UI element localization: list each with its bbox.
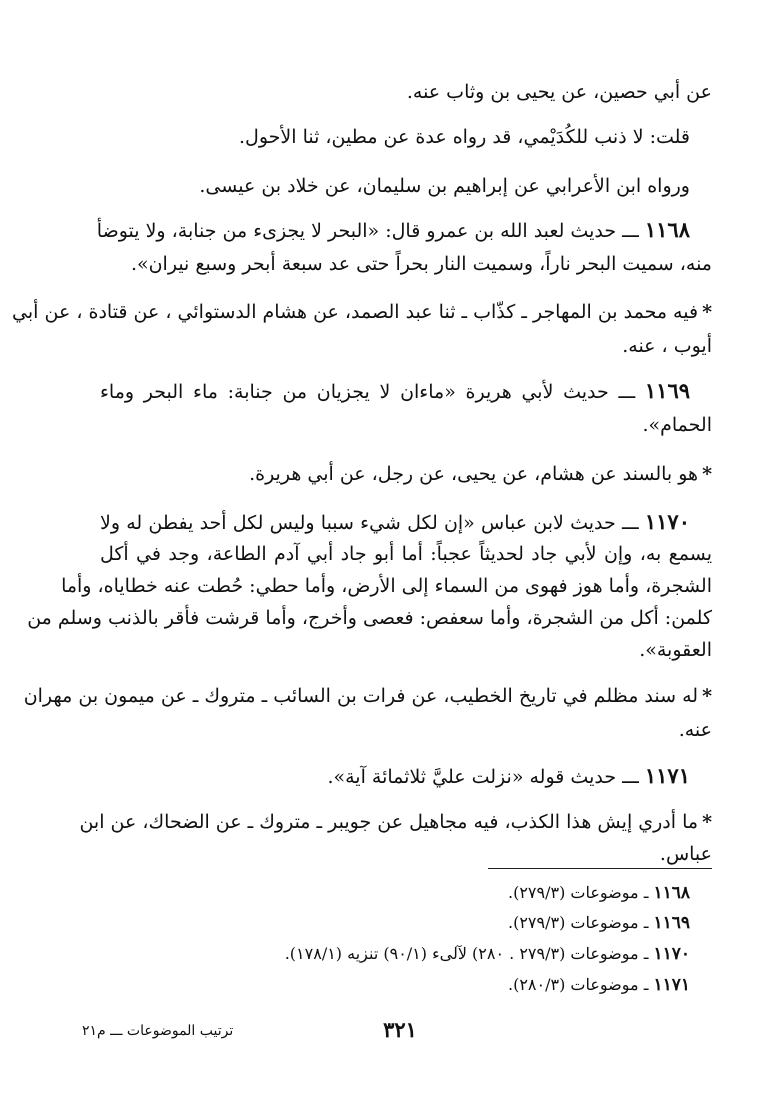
text-segment: حديث قوله «نزلت عليَّ ثلاثمائة آية». — [327, 766, 617, 788]
commentary-line — [12, 296, 712, 328]
footnote-dash: ـ — [643, 913, 649, 932]
text-line: الشجرة، وأما هوز فهوى من السماء إلى الأرض، وأما حطي: حُطت عنه خطاياه، وأما — [61, 575, 712, 597]
dash: ـــ — [621, 512, 639, 534]
running-title: ترتيب الموضوعات ـــ م٢١ — [82, 1023, 234, 1039]
text-line: منه، سميت البحر ناراً، وسميت النار بحراً حتى عد سبعة أبحر وسبع نيران». — [130, 253, 712, 275]
text-segment: فيه محمد بن المهاجر ـ كذّاب ـ ثنا عبد الصمد، عن هشام الدستوائي ، عن قتادة ، عن أبي — [12, 301, 699, 323]
text-line: عباس. — [659, 843, 712, 865]
text-segment: له سند مظلم في تاريخ الخطيب، عن فرات بن السائب ـ متروك ـ عن ميمون بن مهران — [23, 685, 699, 707]
hadith-number: ١١٦٩ — [644, 378, 691, 403]
footnote-divider — [488, 868, 712, 869]
commentary-line — [79, 806, 712, 838]
dash: ـــ — [618, 381, 636, 403]
star-marker: * — [702, 301, 712, 323]
footnote-dash: ـ — [643, 975, 649, 994]
star-marker: * — [702, 811, 712, 833]
page-number: ٣٢١ — [383, 1017, 417, 1042]
footnote-number: ١١٦٨ — [653, 883, 690, 903]
text-segment: حديث لعبد الله بن عمرو قال: «البحر لا يجزىء من جنابة، ولا يتوضأ — [96, 220, 617, 242]
footnote — [100, 910, 690, 936]
commentary-line — [100, 458, 712, 490]
text-segment: ما أدري إيش هذا الكذب، فيه مجاهيل عن جويبر ـ متروك ـ عن الضحاك، عن ابن — [79, 811, 699, 833]
hadith-number: ١١٧٠ — [644, 509, 690, 534]
footnote-dash: ـ — [643, 944, 649, 963]
dash: ـــ — [622, 766, 639, 788]
hadith-number: ١١٦٨ — [644, 217, 690, 242]
text-segment: هو بالسند عن هشام، عن يحيى، عن رجل، عن أبي هريرة. — [249, 463, 699, 485]
footnote — [100, 941, 690, 967]
footnote — [100, 972, 690, 998]
hadith-number: ١١٧١ — [644, 763, 690, 788]
hadith-1170-line-1 — [100, 506, 690, 539]
hadith-1171-line — [100, 760, 690, 793]
commentary-line — [23, 680, 712, 712]
star-marker: * — [702, 463, 712, 485]
footnote-text: موضوعات (٢٧٩/٣). — [508, 883, 639, 902]
dash: ـــ — [622, 220, 639, 242]
footnote-number: ١١٧٠ — [653, 944, 690, 964]
text-line: قلت: لا ذنب للكُدَيْمي، قد رواه عدة عن مطين، ثنا الأحول. — [239, 126, 690, 148]
footnote-dash: ـ — [643, 883, 649, 902]
footnote-text: موضوعات (٢٨٠/٣). — [508, 975, 639, 994]
hadith-1168-line-1 — [96, 214, 690, 247]
text-line: يسمع به، وإن لأبي جاد لحديثاً عجباً: أما أبو جاد أبي آدم الطاعة، وجد في أكل — [100, 543, 712, 565]
footnote-number: ١١٦٩ — [653, 913, 690, 933]
text-line: العقوبة». — [639, 639, 712, 661]
text-line: ورواه ابن الأعرابي عن إبراهيم بن سليمان، عن خلاد بن عيسى. — [199, 175, 690, 197]
text-line: عنه. — [678, 719, 712, 741]
footnote-text: موضوعات (٢٧٩/٣ . ٢٨٠) لآلىء (٩٠/١) تنزيه (١٧٨/١). — [284, 944, 639, 963]
text-line: أيوب ، عنه. — [622, 335, 712, 357]
text-line: عن أبي حصين، عن يحيى بن وثاب عنه. — [406, 81, 712, 103]
footnote-number: ١١٧١ — [653, 975, 690, 995]
footnote — [100, 880, 690, 906]
text-segment: حديث لابن عباس «إن لكل شيء سببا وليس لكل أحد يفطن له ولا — [100, 512, 616, 534]
text-line: الحمام». — [642, 414, 712, 436]
text-segment: حديث لأبي هريرة «ماءان لا يجزيان من جنابة: ماء البحر وماء — [100, 381, 609, 403]
hadith-1169-line-1 — [100, 375, 690, 408]
text-line: كلمن: أكل من الشجرة، وأما سعفص: فعصى وأخرج، وأما قرشت فأقر بالذنب وسلم من — [27, 607, 712, 629]
star-marker: * — [702, 685, 712, 707]
footnote-text: موضوعات (٢٧٩/٣). — [508, 913, 639, 932]
